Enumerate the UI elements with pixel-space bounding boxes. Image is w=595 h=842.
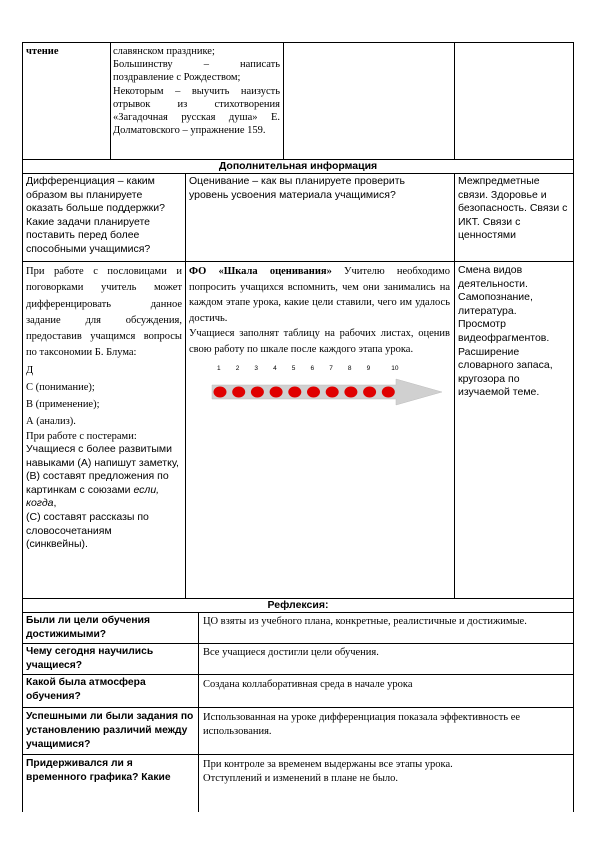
link-video: Просмотр видеофрагментов.	[458, 318, 550, 344]
scale-number: 4	[273, 365, 277, 372]
fo-title: ФО «Шкала оценивания»	[189, 266, 332, 277]
scale-dot	[232, 387, 245, 398]
scale-number: 7	[329, 365, 333, 372]
link-literature: Самопознание, литература.	[458, 291, 533, 317]
scale-dot	[251, 387, 264, 398]
scale-dot	[288, 387, 301, 398]
reflection-answer	[203, 758, 571, 786]
differentiation-details	[26, 264, 182, 552]
task-line: Некоторым – выучить наизусть отрывок из стихотворения «Загадочная русская душа» Е. Долматовского – упражнение 159.	[113, 85, 280, 137]
scale-dot	[270, 387, 283, 398]
task-line: Большинству – написать поздравление с Рождеством;	[113, 59, 280, 84]
scale-number: 3	[254, 365, 259, 372]
assessment-question: Оценивание – как вы планируете проверить уровень усвоения материала учащимися?	[189, 175, 406, 201]
scale-dot	[363, 387, 376, 398]
rating-arrow	[210, 371, 445, 407]
scale-number: 5	[291, 365, 296, 372]
poster-b: (В) составят предложения по картинкам с союзами если, когда,	[26, 470, 169, 510]
diff-intro: При работе с пословицами и поговорками учитель может дифференцировать данное задание для обсуждения, предоставив учащимся вопросы по таксономии Б. Блума:	[26, 266, 182, 359]
scale-numbers	[210, 365, 445, 375]
reflection-answer: Все учащиеся достигли цели обучения.	[203, 647, 379, 658]
fo-text: ФО «Шкала оценивания» Учителю необходимо попросить учащихся вспомнить, чем они занимались на каждом этапе урока, какие цели ставили, чего им удалось достичь.	[189, 266, 450, 324]
scale-number: 9	[366, 365, 371, 372]
bloom-v: В (применение);	[26, 398, 100, 410]
poster-c: (С) составят рассказы по словосочетаниям	[26, 511, 149, 537]
answer-line: При контроле за временем выдержаны все этапы урока.	[203, 759, 453, 770]
bloom-d: Д	[26, 364, 34, 376]
reflection-question: Придерживался ли я временного графика? Какие	[26, 758, 171, 783]
reflection-question: Были ли цели обучения достижимыми?	[26, 615, 150, 640]
answer-line: Отступлений и изменений в плане не было.	[203, 773, 399, 784]
link-activities: Смена видов деятельности.	[458, 264, 528, 290]
poster-intro: При работе с постерами:	[26, 430, 137, 442]
reflection-answer: Использованная на уроке дифференциация показала эффективность ее использования.	[203, 712, 521, 737]
scale-dot	[326, 387, 339, 398]
reflection-answer: Создана коллаборативная среда в начале урока	[203, 679, 413, 690]
reflection-question: Успешными ли были задания по установлению различий между учащимися?	[26, 711, 194, 750]
section-header-additional: Дополнительная информация	[218, 160, 378, 172]
scale-dot	[307, 387, 320, 398]
task-list	[113, 45, 280, 137]
scale-number: 6	[310, 365, 315, 372]
crosscurricular-question: Межпредметные связи. Здоровье и безопасность. Связи с ИКТ. Связи с ценностями	[458, 175, 568, 242]
crosscurricular-details	[458, 264, 570, 400]
bloom-c: С (понимание);	[26, 381, 95, 393]
assessment-details	[189, 264, 450, 358]
scale-dot	[344, 387, 357, 398]
section-header-reflection: Рефлексия:	[267, 599, 329, 611]
scale-number: 1	[217, 365, 221, 372]
poster-syncwine: (синквейны).	[26, 538, 88, 551]
bloom-a: А (анализ).	[26, 415, 76, 427]
scale-number: 2	[235, 365, 240, 372]
poster-a: Учащиеся с более развитыми навыками (А) напишут заметку,	[26, 443, 179, 469]
fo-table-text: Учащиеся заполнят таблицу на рабочих листах, оценив свою работу по шкале после каждого этапа урока.	[189, 328, 450, 355]
subject-label: чтение	[26, 46, 59, 57]
reflection-question: Чему сегодня научились учащиеся?	[26, 646, 154, 671]
scale-number: 8	[347, 365, 352, 372]
scale-dot	[214, 387, 227, 398]
task-line: славянском празднике;	[113, 46, 215, 57]
scale-dot	[382, 387, 395, 398]
differentiation-question: Дифференциация – каким образом вы планируете оказать больше поддержки? Какие задачи планируете поставить перед более способными учащимися?	[26, 175, 165, 255]
reflection-answer: ЦО взяты из учебного плана, конкретные, реалистичные и достижимые.	[203, 616, 527, 627]
rating-scale	[210, 365, 445, 407]
scale-number: 10	[391, 365, 399, 372]
link-vocabulary: Расширение словарного запаса, кругозора по изучаемой теме.	[458, 345, 553, 399]
reflection-question: Какой была атмосфера обучения?	[26, 677, 146, 702]
